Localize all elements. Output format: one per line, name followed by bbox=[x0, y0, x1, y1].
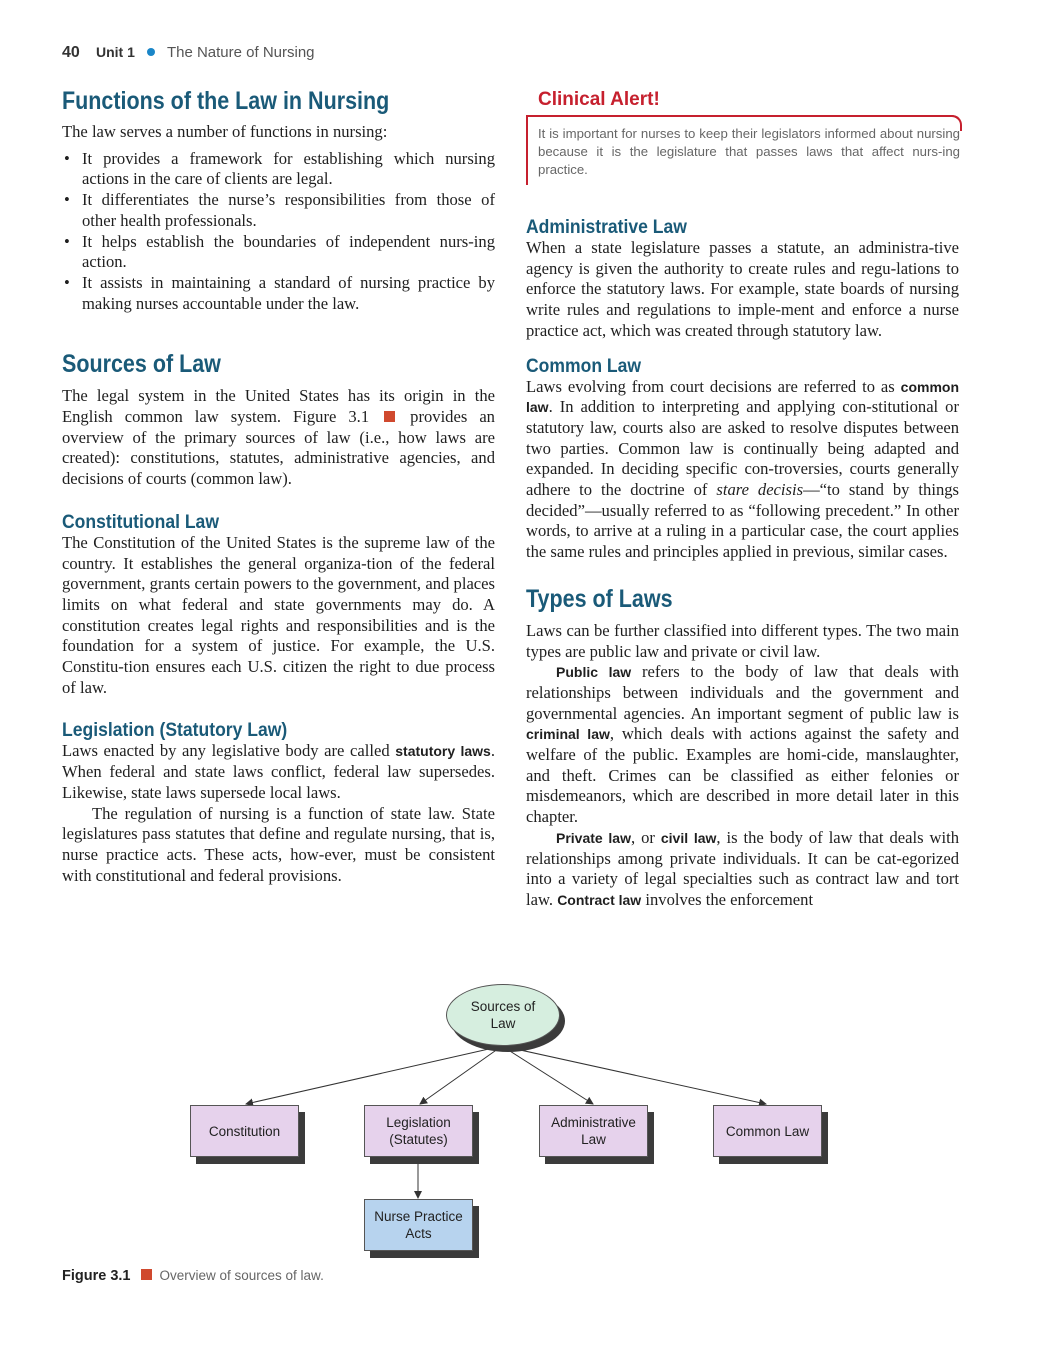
term-contract-law: Contract law bbox=[557, 891, 642, 908]
administrative-paragraph: When a state legislature passes a statute, an administra-tive agency is given the authority to create rules and regu-lations to enforce the statutory laws. For example, state boards of nursing write rules and regulations to imple-ment and enforce a nurse practice act, which was created through statutory law. bbox=[526, 238, 959, 340]
diagram-node-legislation bbox=[364, 1105, 473, 1157]
arrow-to-common-law bbox=[502, 1046, 766, 1104]
page-number: 40 bbox=[62, 44, 80, 61]
list-item: • It assists in maintaining a standard of nursing practice by making nurses accountable under the law. bbox=[62, 273, 495, 314]
common-text-a: Laws evolving from court decisions are referred to as bbox=[526, 376, 895, 396]
node-label: Common Law bbox=[725, 1123, 810, 1139]
list-item: • It provides a framework for establishing which nursing actions in the care of clients are legal. bbox=[62, 149, 495, 190]
common-text-c: —“to stand by things decided”—usually referred to as “following precedent.” In other words, to arrive at a ruling in a particular case, the court applies the same rules and principles applied in previous, similar cases. bbox=[526, 480, 959, 562]
types-paragraph-1: Laws can be further classified into different types. The two main types are public law and private or civil law. bbox=[526, 620, 959, 661]
diagram-node-constitution bbox=[190, 1105, 299, 1157]
node-label: Administrative Law bbox=[551, 1115, 636, 1147]
node-label: Sources of Law bbox=[470, 999, 536, 1031]
section-label: The Nature of Nursing bbox=[166, 44, 315, 61]
arrow-to-legislation bbox=[420, 1046, 502, 1104]
list-item: • It differentiates the nurse’s responsibilities from those of other health professionals. bbox=[62, 190, 495, 231]
term-private-law: Private law bbox=[556, 829, 631, 846]
unit-label: Unit 1 bbox=[95, 44, 135, 60]
legislation-text-b: . When federal and state laws conflict, federal law supersedes. Likewise, state laws supersede local laws. bbox=[62, 741, 495, 802]
types-text-c: , or bbox=[630, 827, 655, 847]
sources-text-b: provides an overview of the primary sources of law (i.e., how laws are created): constitutions, statutes, administrative agencies, and decisions of courts (common law). bbox=[62, 407, 495, 489]
functions-intro: The law serves a number of functions in nursing: bbox=[62, 122, 388, 141]
clinical-alert-text: It is important for nurses to keep their legislators informed about nursing because it is the legislature that passes laws that affect nurs-ing practice. bbox=[538, 126, 960, 177]
types-text-d: , is the body of law that deals with relationships among private individuals. It can be cat-egorized into a variety of legal specialties such as contract law and tort law. bbox=[526, 827, 960, 909]
sources-heading: Sources of Law bbox=[62, 350, 221, 379]
types-text-a: refers to the body of law that deals with relationships between individuals and the government and governmental agencies. An important segment of public law is bbox=[526, 662, 959, 723]
arrow-to-administrative bbox=[502, 1046, 593, 1104]
term-criminal-law: criminal law bbox=[526, 726, 610, 743]
sources-text-a: The legal system in the United States has its origin in the English common law system. Figure 3.1 bbox=[62, 386, 495, 427]
types-text-e: involves the enforcement bbox=[645, 889, 814, 909]
clinical-alert-title: Clinical Alert! bbox=[538, 89, 660, 110]
legislation-text-a: Laws enacted by any legislative body are called bbox=[62, 741, 390, 761]
node-label: Constitution bbox=[208, 1123, 281, 1139]
diagram-node-common-law bbox=[713, 1105, 822, 1157]
types-heading: Types of Laws bbox=[526, 584, 673, 613]
diagram-node-nurse-practice-acts bbox=[364, 1199, 473, 1251]
term-statutory-laws: statutory laws bbox=[395, 743, 491, 760]
constitutional-paragraph: The Constitution of the United States is the supreme law of the country. It establishes the general organiza-tion of the federal government, grants certain powers to the government, and places limits on what federal and state governments may do. A constitution creates legal rights and responsibilities and is the foundation for a system of justice. For example, the U.S. Constitu-tion ensures each U.S. citizen the right to due process of law. bbox=[62, 532, 495, 697]
figure-marker-icon bbox=[141, 1269, 152, 1280]
functions-heading: Functions of the Law in Nursing bbox=[62, 87, 390, 115]
common-law-heading: Common Law bbox=[526, 354, 642, 377]
administrative-heading: Administrative Law bbox=[526, 216, 687, 238]
term-stare-decisis: stare decisis bbox=[716, 480, 804, 500]
node-label: Nurse Practice Acts bbox=[374, 1209, 463, 1241]
figure-label: Figure 3.1 bbox=[62, 1268, 131, 1284]
constitutional-heading: Constitutional Law bbox=[62, 510, 219, 533]
node-label: Legislation (Statutes) bbox=[386, 1115, 451, 1147]
figure-caption bbox=[62, 1268, 324, 1284]
legislation-paragraph-2: The regulation of nursing is a function of state law. State legislatures pass statutes that define and regulate nursing, that is, nurse practice acts. These acts, how-ever, must be consistent with constitutional and federal provisions. bbox=[62, 803, 495, 885]
common-text-b: . In addition to interpreting and applying con-stitutional or statutory law, courts also are asked to resolve disputes between two parties. Common law is continually being adapted and expanded. In deciding specific con-troversies, courts generally adhere to the doctrine of bbox=[526, 397, 959, 500]
term-public-law: Public law bbox=[556, 664, 632, 681]
term-civil-law: civil law bbox=[660, 829, 717, 846]
types-text-b: , which deals with actions against the safety and welfare of the public. Examples are homi-cide, manslaughter, and theft. Crimes can be classified as either felonies or misdemeanors, which are described in more detail later in this chapter. bbox=[526, 724, 959, 827]
arrow-to-constitution bbox=[246, 1046, 502, 1104]
term-common-law: common law bbox=[526, 378, 959, 416]
diagram-node-sources-of-law bbox=[446, 984, 560, 1046]
legislation-heading: Legislation (Statutory Law) bbox=[62, 719, 288, 742]
diagram-node-administrative-law bbox=[539, 1105, 648, 1157]
figure-caption-text: Overview of sources of law. bbox=[159, 1268, 324, 1283]
list-item: • It helps establish the boundaries of independent nurs-ing action. bbox=[62, 232, 495, 273]
